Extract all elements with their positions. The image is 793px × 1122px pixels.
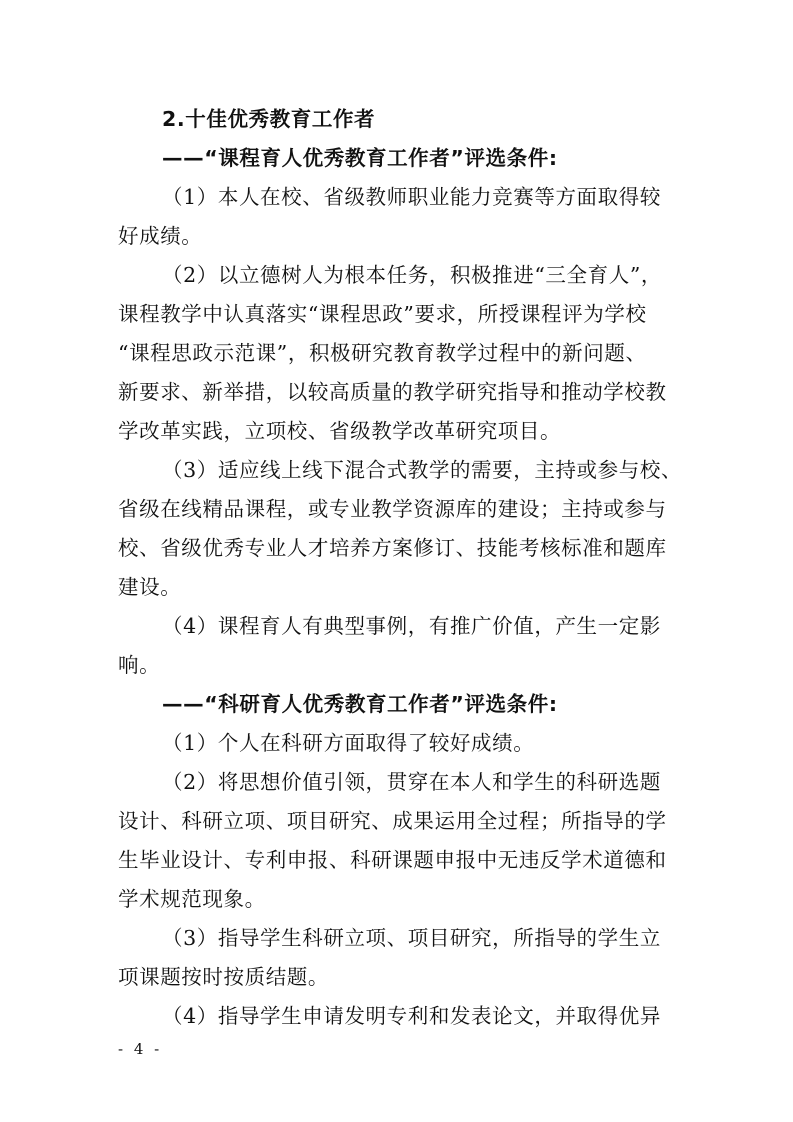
section-heading-research: ——“科研育人优秀教育工作者”评选条件: xyxy=(162,692,558,716)
section-heading-course: ——“课程育人优秀教育工作者”评选条件: xyxy=(162,146,558,170)
paragraph-line: （1）个人在科研方面取得了较好成绩。 xyxy=(162,731,535,755)
criteria-item xyxy=(118,607,678,685)
paragraph-line: （1）本人在校、省级教师职业能力竞赛等方面取得较 xyxy=(162,185,661,209)
paragraph-line: 项课题按时按质结题。 xyxy=(118,965,329,989)
paragraph-line: （4）指导学生申请发明专利和发表论文，并取得优异 xyxy=(162,1004,661,1028)
paragraph-line: 学改革实践，立项校、省级教学改革研究项目。 xyxy=(118,419,562,443)
document-body xyxy=(118,100,683,1036)
paragraph-line: （3）指导学生科研立项、项目研究，所指导的学生立 xyxy=(162,926,661,950)
section-title: 2.十佳优秀教育工作者 xyxy=(162,107,376,131)
paragraph-line: （2）将思想价值引领，贯穿在本人和学生的科研选题 xyxy=(162,770,661,794)
paragraph-line: （2）以立德树人为根本任务，积极推进“三全育人”， xyxy=(162,263,663,287)
criteria-item xyxy=(118,256,678,451)
criteria-item xyxy=(118,919,678,997)
paragraph-line: 新要求、新举措，以较高质量的教学研究指导和推动学校教 xyxy=(118,380,667,404)
paragraph-line: 建设。 xyxy=(118,575,182,599)
page-number: - 4 - xyxy=(118,1040,163,1058)
paragraph-line: “课程思政示范课”，积极研究教育教学过程中的新问题、 xyxy=(118,341,647,365)
paragraph-line: 省级在线精品课程，或专业教学资源库的建设；主持或参与 xyxy=(118,497,667,521)
paragraph-line: 课程教学中认真落实“课程思政”要求，所授课程评为学校 xyxy=(118,302,647,326)
paragraph-line: （3）适应线上线下混合式教学的需要，主持或参与校、 xyxy=(162,458,683,482)
criteria-item xyxy=(118,997,678,1036)
paragraph-line: 设计、科研立项、项目研究、成果运用全过程；所指导的学 xyxy=(118,809,667,833)
paragraph-line: 生毕业设计、专利申报、科研课题申报中无违反学术道德和 xyxy=(118,848,667,872)
criteria-item xyxy=(118,763,678,919)
criteria-item xyxy=(118,451,683,607)
paragraph-line: 学术规范现象。 xyxy=(118,887,266,911)
paragraph-line: 校、省级优秀专业人才培养方案修订、技能考核标准和题库 xyxy=(118,536,667,560)
paragraph-line: 响。 xyxy=(118,653,161,677)
criteria-item xyxy=(118,178,678,256)
paragraph-line: 好成绩。 xyxy=(118,224,203,248)
criteria-item xyxy=(118,724,678,763)
paragraph-line: （4）课程育人有典型事例，有推广价值，产生一定影 xyxy=(162,614,661,638)
